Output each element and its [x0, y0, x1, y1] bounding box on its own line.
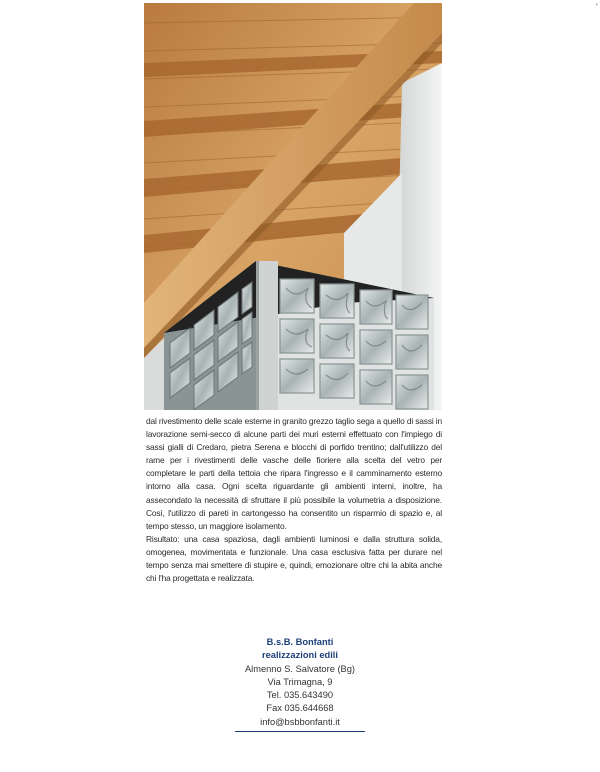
contact-email[interactable]: info@bsbbonfanti.it [260, 716, 340, 727]
article-paragraph: dal rivestimento delle scale esterne in granito grezzo taglio sega a quello di sassi in lavorazione semi-secco di alcune parti dei muri esterni effettuato con l'impiego di sassi gialli di Credaro, pietra Serena e blocchi di porfido trentino; dall'utilizzo del rame per i rivestimenti delle vasche delle fioriere alla scelta del vetro per completare le parti della tettoia che ripara l'ingresso e il camminamento esterno intorno alla casa. Ogni scelta riguardante gli ambienti interni, inoltre, ha assecondato la necessità di sfruttare il più possibile la volumetria a disposizione. Così, l'utilizzo di pareti in cartongesso ha consentito un risparmio di spazio e, al tempo stesso, un maggiore isolamento. [146, 416, 442, 531]
contact-fax: Fax 035.644668 [266, 703, 334, 714]
article-paragraph: Risultato: una casa spaziosa, dagli ambienti luminosi e dalla struttura solida, omogenea, movimentata e funzionale. Una casa esclusiva fatta per durare nel tempo senza mai smettere di stupire e, quindi, emozionare oltre chi la abita anche chi l'ha progettata e realizzata. [146, 533, 442, 584]
contact-street: Via Trimagna, 9 [267, 676, 333, 687]
company-name: B.s.B. Bonfanti [266, 637, 334, 647]
corner-mark: ' [596, 2, 598, 12]
contact-block [220, 636, 380, 732]
company-subtitle: realizzazioni edili [262, 650, 338, 661]
contact-underline [235, 731, 365, 732]
article-body [146, 415, 442, 585]
contact-tel: Tel. 035.643490 [266, 690, 334, 701]
wooden-beams-and-glass-block-wall-icon [144, 3, 442, 410]
contact-city: Almenno S. Salvatore (Bg) [244, 663, 356, 674]
interior-photo [144, 3, 442, 410]
